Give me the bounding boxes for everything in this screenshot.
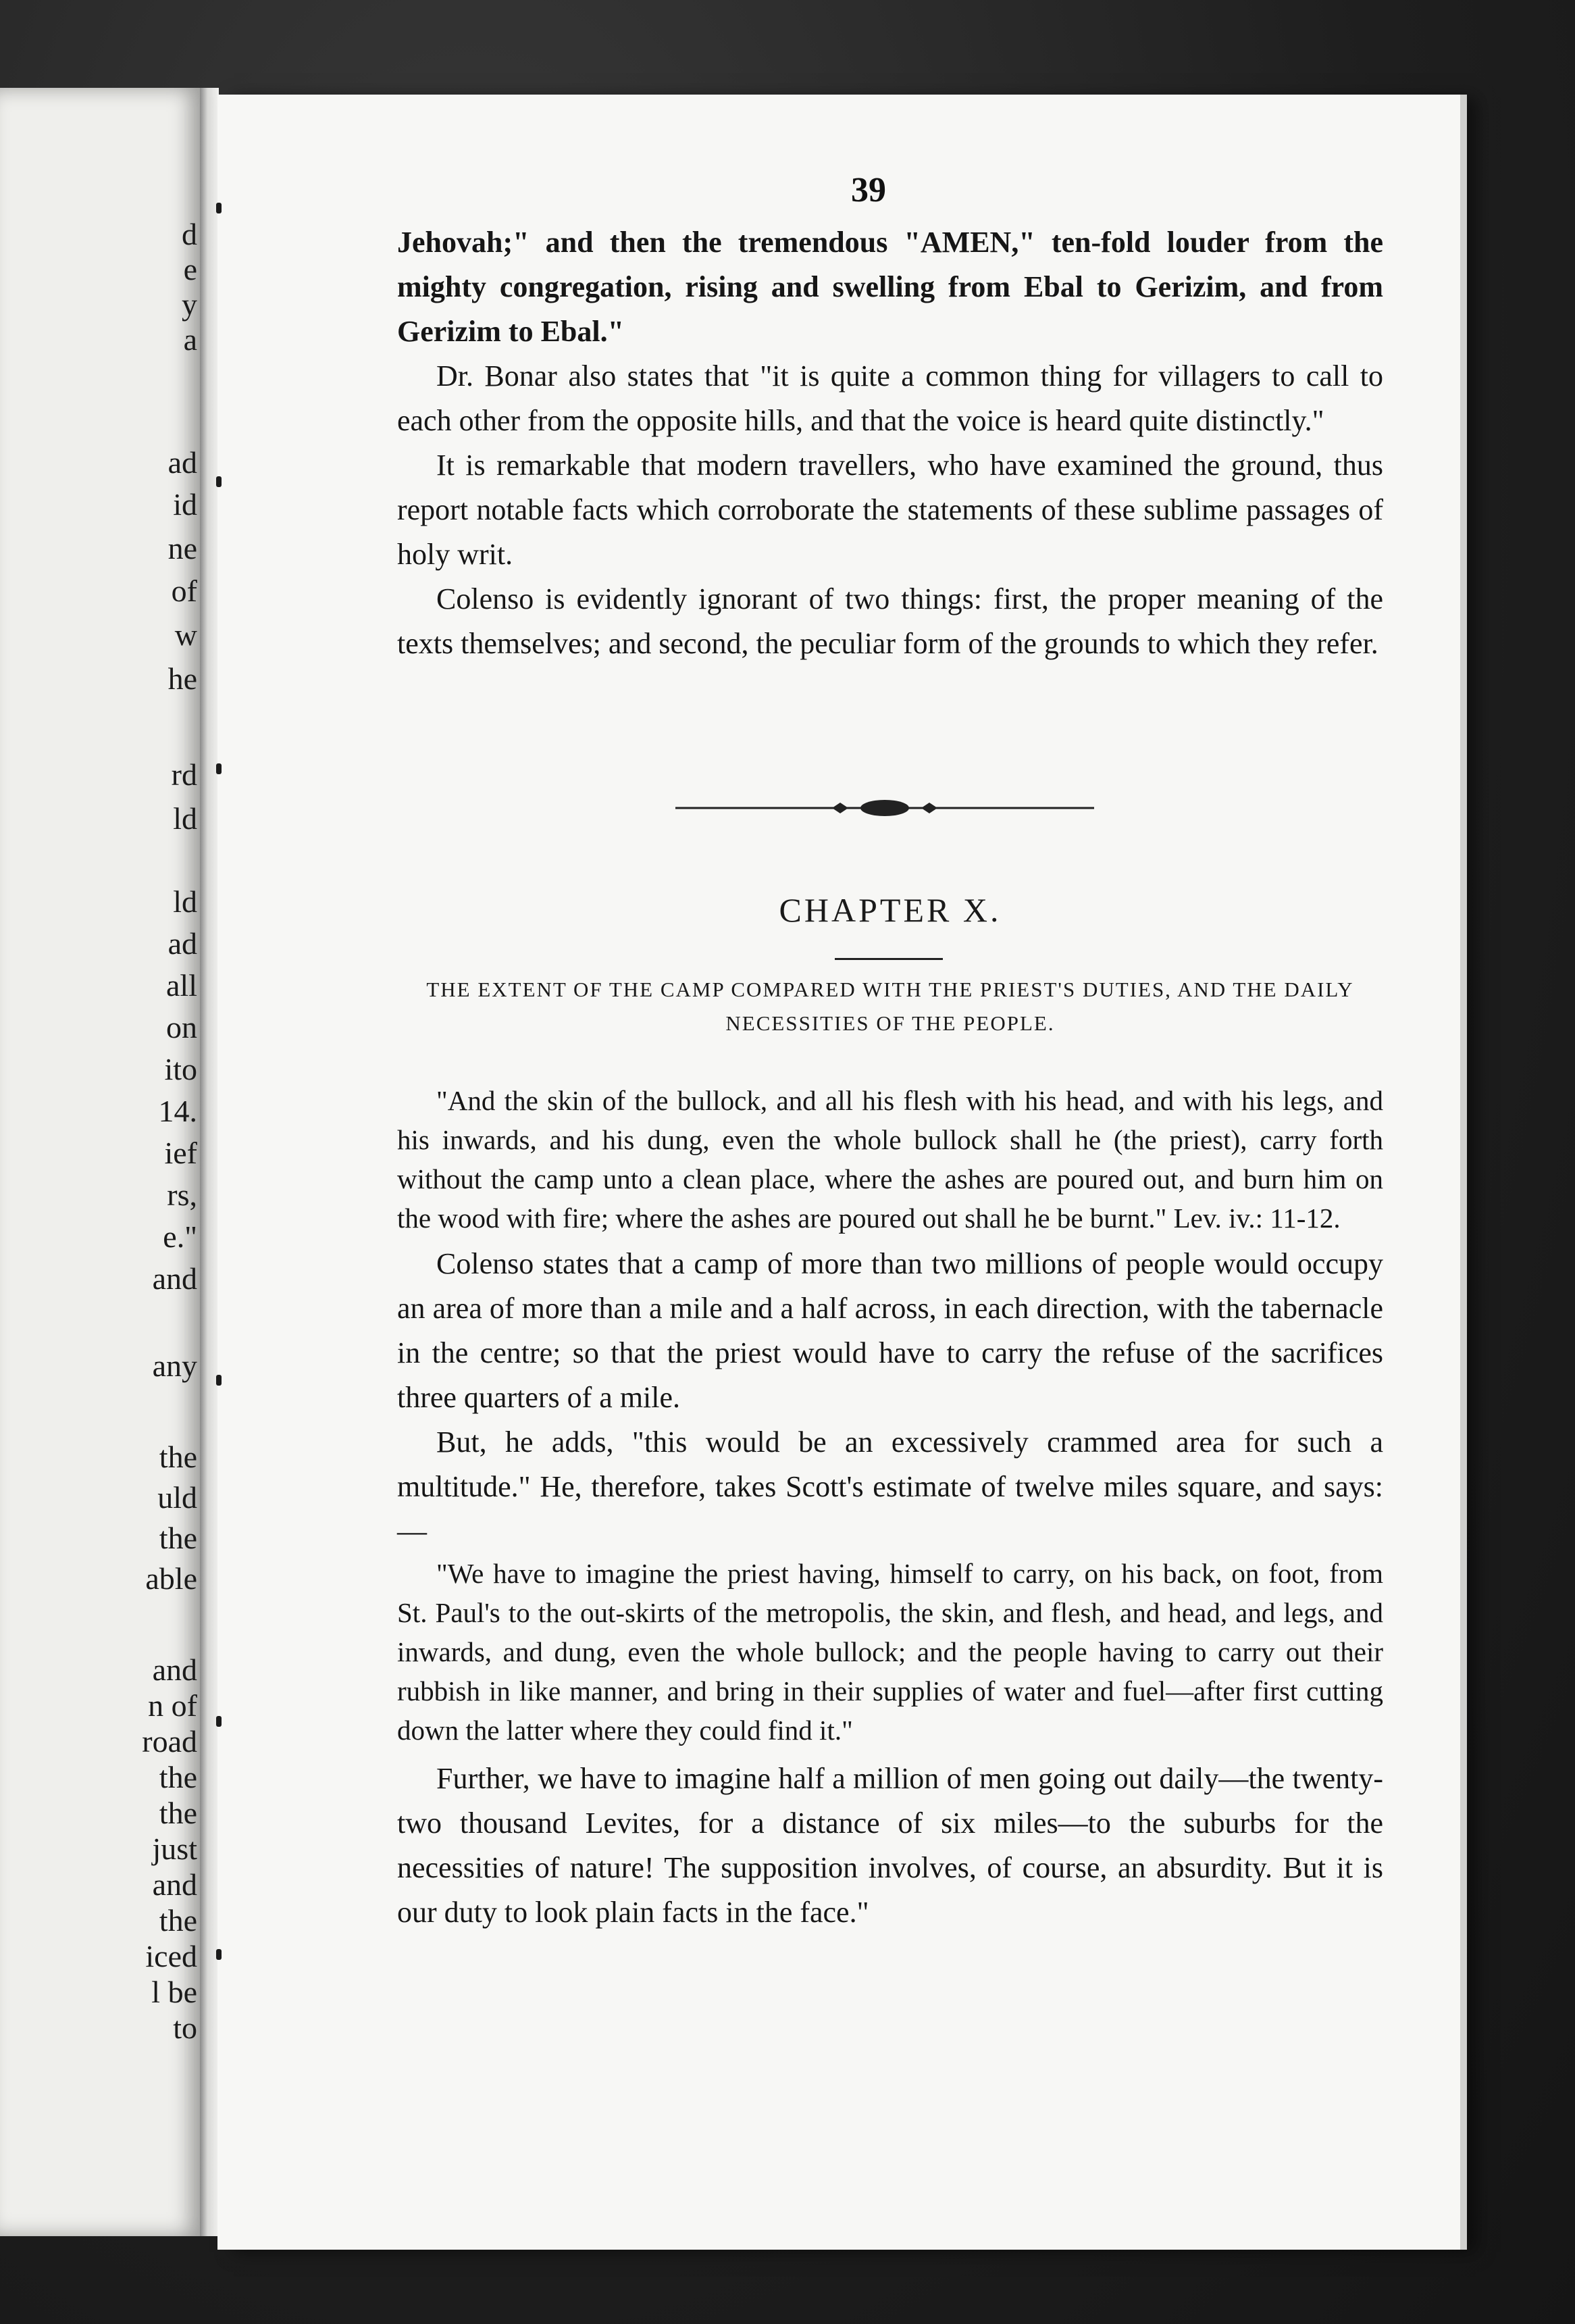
prev-page-fragment: 14. xyxy=(158,1094,197,1128)
epigraph: "And the skin of the bullock, and all his flesh with his head, and with his legs, and his inwards, and his dung, even the whole bullock shall he (the priest), carry forth without the camp unto a clean place, where the ashes are poured out, and burn him on the wood with fire; where the ashes are poured out shall he be burnt." Lev. iv.: 11-12. xyxy=(397,1085,1383,1234)
paragraph: Dr. Bonar also states that "it is quite a common thing for villagers to call to each other from the opposite hills, and that the voice is heard quite distinctly." xyxy=(397,359,1383,437)
chapter-subtitle: THE EXTENT OF THE CAMP COMPARED WITH THE PRIEST'S DUTIES, AND THE DAILY NECESSITIES OF THE PEOPLE. xyxy=(426,978,1354,1035)
prev-page-fragment: y xyxy=(182,287,197,322)
paragraph: Colenso states that a camp of more than two millions of people would occupy an area of more than a mile and a half across, in each direction, with the tabernacle in the centre; so that the priest would have to carry the refuse of the sacrifices three quarters of a mile. xyxy=(397,1247,1383,1414)
prev-page-fragment: road xyxy=(142,1724,197,1759)
prev-page-fragment: id xyxy=(173,487,197,522)
prev-page-fragment: e xyxy=(183,252,197,286)
prev-page-fragment: n of xyxy=(148,1688,197,1723)
previous-page xyxy=(0,88,203,2236)
prev-page-fragment: all xyxy=(166,968,197,1003)
chapter-title: CHAPTER X. xyxy=(779,891,1002,929)
prev-page-fragment: ad xyxy=(167,445,197,480)
prev-page-fragment: a xyxy=(183,322,197,357)
paragraph: Further, we have to imagine half a million of men going out daily—the twenty-two thousand Levites, for a distance of six miles—to the suburbs for the necessities of nature! The supposition involves, of course, an absurdity. But it is our duty to look plain facts in the face." xyxy=(397,1762,1383,1929)
binding-stitch xyxy=(216,1949,222,1960)
book-gutter xyxy=(200,88,219,2236)
paragraph: Jehovah;" and then the tremendous "AMEN," ten-fold louder from the mighty congregation, rising and swelling from Ebal to Gerizim, and from Gerizim to Ebal." xyxy=(397,226,1383,348)
section-divider xyxy=(675,794,1094,822)
prev-page-fragment: ad xyxy=(167,926,197,961)
prev-page-fragment: ief xyxy=(164,1136,197,1170)
prev-page-fragment: d xyxy=(182,217,197,251)
prev-page-fragment: rd xyxy=(171,757,197,792)
prev-page-fragment: any xyxy=(152,1348,197,1383)
prev-page-fragment: iced xyxy=(145,1939,197,1973)
prev-page-fragment: and xyxy=(152,1867,197,1902)
prev-page-fragment: of xyxy=(171,574,197,608)
prev-page-fragment: e." xyxy=(163,1219,197,1254)
prev-page-fragment: ld xyxy=(173,884,197,919)
prev-page-fragment: the xyxy=(159,1760,197,1794)
chapter-rule xyxy=(835,958,943,960)
prev-page-fragment: to xyxy=(173,2011,197,2045)
prev-page-fragment: l be xyxy=(151,1975,197,2009)
binding-stitch xyxy=(216,203,222,213)
section-chapter-body xyxy=(397,1081,1383,1935)
prev-page-fragment: the xyxy=(159,1903,197,1938)
binding-stitch xyxy=(216,1375,222,1386)
prev-page-fragment: and xyxy=(152,1652,197,1687)
prev-page-fragment: uld xyxy=(157,1480,197,1515)
prev-page-fragment: rs, xyxy=(167,1178,197,1212)
page-number: 39 xyxy=(851,171,886,209)
binding-stitch xyxy=(216,476,222,487)
prev-page-fragment: ito xyxy=(164,1052,197,1086)
prev-page-fragment: w xyxy=(174,617,197,652)
prev-page-fragment: he xyxy=(167,661,197,696)
prev-page-fragment: ne xyxy=(167,531,197,565)
prev-page-fragment: the xyxy=(159,1796,197,1830)
section-top xyxy=(397,220,1383,666)
prev-page-fragment: and xyxy=(152,1261,197,1296)
binding-stitch xyxy=(216,1716,222,1727)
prev-page-fragment: on xyxy=(166,1010,197,1044)
prev-page-fragment: just xyxy=(152,1832,197,1866)
binding-stitch xyxy=(216,763,222,774)
paragraph: Colenso is evidently ignorant of two things: first, the proper meaning of the texts themselves; and second, the peculiar form of the grounds to which they refer. xyxy=(397,582,1383,660)
paragraph: It is remarkable that modern travellers, who have examined the ground, thus report notable facts which corroborate the statements of these sublime passages of holy writ. xyxy=(397,449,1383,571)
prev-page-fragment: able xyxy=(145,1561,197,1596)
prev-page-fragment: ld xyxy=(173,801,197,836)
prev-page-fragment: the xyxy=(159,1521,197,1555)
prev-page-fragment: the xyxy=(159,1440,197,1474)
paragraph: But, he adds, "this would be an excessively crammed area for such a multitude." He, therefore, takes Scott's estimate of twelve miles square, and says:— xyxy=(397,1425,1383,1548)
block-quote: "We have to imagine the priest having, himself to carry, on his back, on foot, from St. Paul's to the out-skirts of the metropolis, the skin, and flesh, and head, and legs, and inwards, and dung, even the whole bullock; and the people having to carry out their rubbish in like manner, and bring in their supplies of water and fuel—after first cutting down the latter where they could find it." xyxy=(397,1558,1383,1746)
